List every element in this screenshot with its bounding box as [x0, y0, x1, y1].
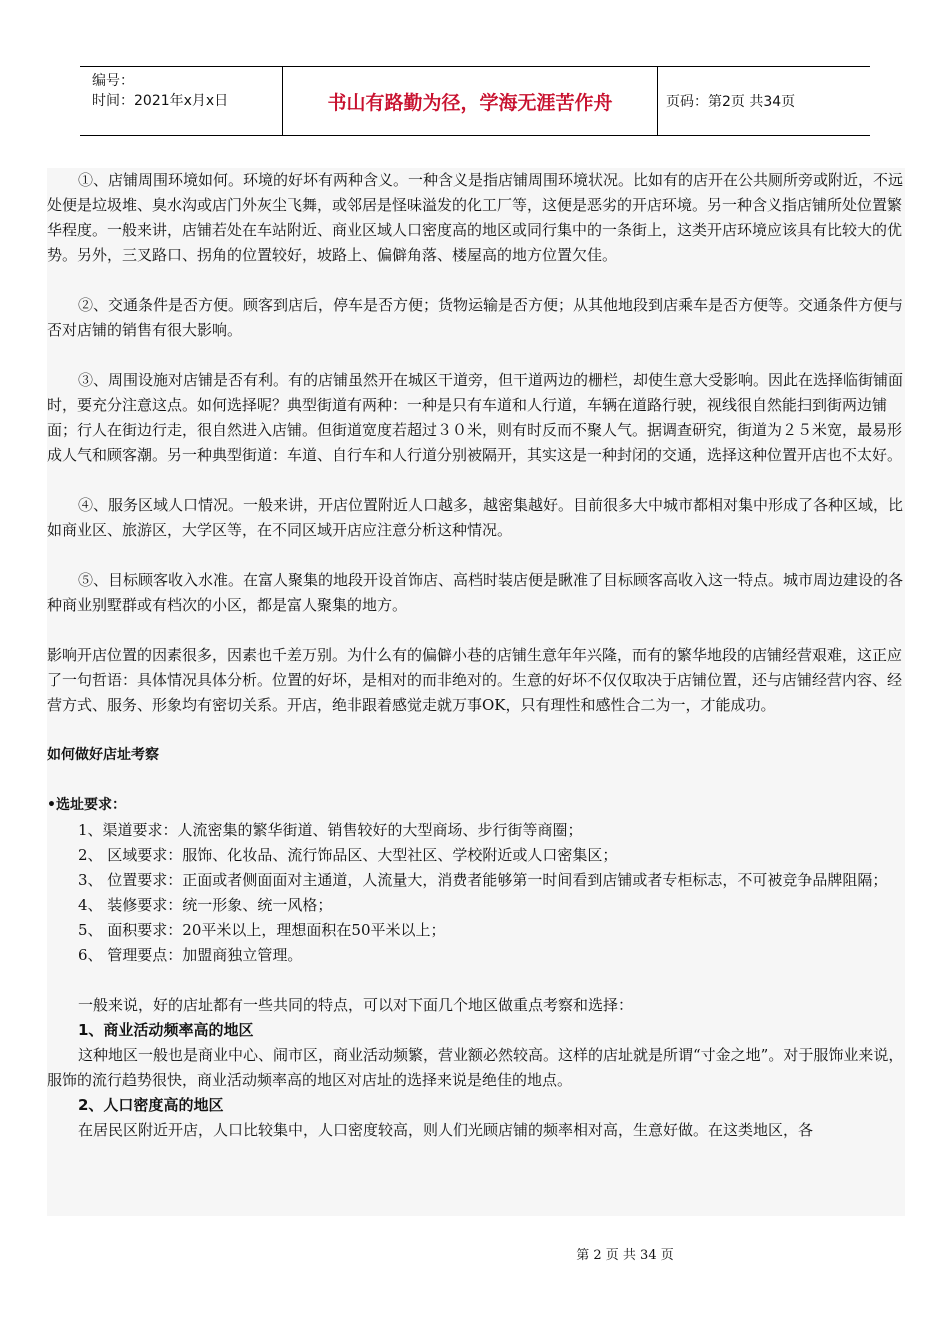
document-body	[47, 168, 905, 1216]
paragraph-facilities: ③、周围设施对店铺是否有利。有的店铺虽然开在城区干道旁，但干道两边的栅栏，却使生意大受影响。因此在选择临街铺面时，要充分注意这点。如何选择呢？典型街道有两种：一种是只有车道和人行道，车辆在道路行驶，视线很自然能扫到街两边铺面；行人在街边行走，很自然进入店铺。但街道宽度若超过３０米，则有时反而不聚人气。据调查研究，街道为２５米宽，最易形成人气和顾客潮。另一种典型街道：车道、自行车和人行道分别被隔开，其实这是一种封闭的交通，选择这种位置开店也不太好。	[47, 371, 904, 464]
header-motto: 书山有路勤为径，学海无涯苦作舟	[282, 67, 658, 135]
requirement-item: 3、 位置要求：正面或者侧面面对主通道，人流量大，消费者能够第一时间看到店铺或者专柜标志，不可被竞争品牌阻隔；	[78, 871, 888, 889]
paragraph-population: ④、服务区域人口情况。一般来讲，开店位置附近人口越多，越密集越好。目前很多大中城市都相对集中形成了各种区域，比如商业区、旅游区，大学区等，在不同区域开店应注意分析这种情况。	[47, 496, 904, 539]
header-info	[80, 67, 282, 135]
doc-date-label: 时间：2021年x月x日	[92, 93, 229, 109]
subsection-1-text: 这种地区一般也是商业中心、闹市区，商业活动频繁，营业额必然较高。这样的店址就是所谓“寸金之地”。对于服饰业来说，服饰的流行趋势很快，商业活动频率高的地区对店址的选择来说是绝佳的地点。	[47, 1046, 904, 1089]
page-header	[80, 66, 870, 136]
paragraph-income: ⑤、目标顾客收入水准。在富人聚集的地段开设首饰店、高档时装店便是瞅准了目标顾客高收入这一特点。城市周边建设的各种商业别墅群或有档次的小区，都是富人聚集的地方。	[47, 571, 904, 614]
requirement-item: 5、 面积要求：20平米以上，理想面积在50平米以上；	[78, 921, 446, 939]
requirement-item: 2、 区域要求：服饰、化妆品、流行饰品区、大型社区、学校附近或人口密集区；	[78, 846, 618, 864]
requirement-item: 6、 管理要点：加盟商独立管理。	[78, 946, 303, 964]
paragraph-traffic: ②、交通条件是否方便。顾客到店后，停车是否方便；货物运输是否方便；从其他地段到店乘车是否方便等。交通条件方便与否对店铺的销售有很大影响。	[47, 296, 904, 339]
header-page-label: 页码：第2页 共34页	[666, 94, 796, 110]
intro-paragraph: 一般来说，好的店址都有一些共同的特点，可以对下面几个地区做重点考察和选择：	[78, 996, 634, 1014]
paragraph-environment: ①、店铺周围环境如何。环境的好坏有两种含义。一种含义是指店铺周围环境状况。比如有的店开在公共厕所旁或附近，不远处便是垃圾堆、臭水沟或店门外灰尘飞舞，或邻居是怪味溢发的化工厂等，这便是恶劣的开店环境。另一种含义指店铺所处位置繁华程度。一般来讲，店铺若处在车站附近、商业区域人口密度高的地区或同行集中的一条街上，这类开店环境应该具有比较大的优势。另外，三叉路口、拐角的位置较好，坡路上、偏僻角落、楼屋高的地方位置欠佳。	[47, 171, 904, 264]
section-heading: 如何做好店址考察	[47, 747, 159, 763]
requirement-item: 4、 装修要求：统一形象、统一风格；	[78, 896, 333, 914]
doc-number-label: 编号：	[92, 73, 134, 89]
subsection-2-title: 2、人口密度高的地区	[78, 1096, 224, 1114]
requirement-item: 1、渠道要求：人流密集的繁华街道、销售较好的大型商场、步行街等商圈；	[78, 821, 583, 839]
subsection-2-text: 在居民区附近开店，人口比较集中，人口密度较高，则人们光顾店铺的频率相对高，生意好做。在这类地区，各	[78, 1121, 814, 1139]
paragraph-summary: 影响开店位置的因素很多，因素也千差万别。为什么有的偏僻小巷的店铺生意年年兴隆，而有的繁华地段的店铺经营艰难，这正应了一句哲语：具体情况具体分析。位置的好坏，是相对的而非绝对的。生意的好坏不仅仅取决于店铺位置，还与店铺经营内容、经营方式、服务、形象均有密切关系。开店，绝非跟着感觉走就万事OK，只有理性和感性合二为一，才能成功。	[47, 646, 903, 714]
page-footer: 第 2 页 共 34 页	[576, 1248, 674, 1263]
subsection-1-title: 1、商业活动频率高的地区	[78, 1021, 254, 1039]
requirements-title: •选址要求：	[47, 797, 126, 813]
